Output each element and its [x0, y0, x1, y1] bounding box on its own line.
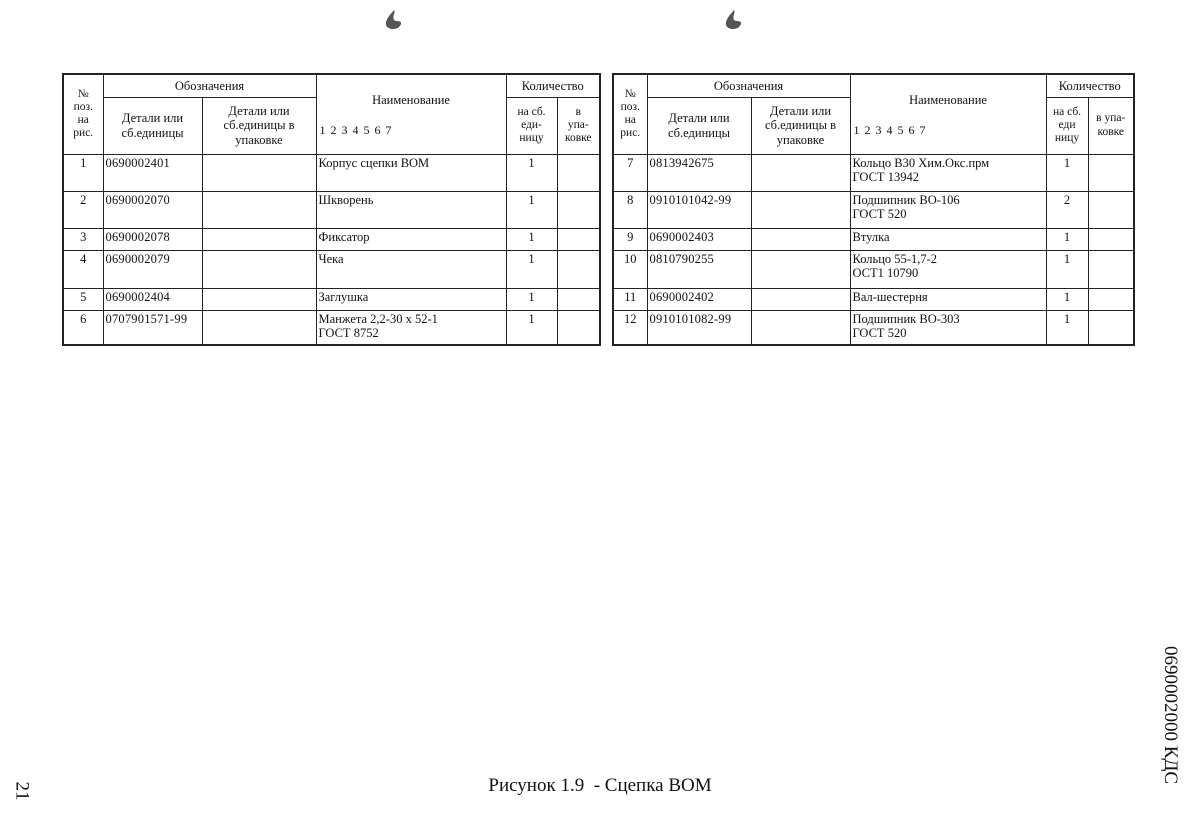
- row-detail-code: 0690002078: [103, 228, 202, 250]
- row-quantity-pack: [1088, 288, 1134, 310]
- row-quantity: 1: [1046, 288, 1088, 310]
- table-row: [613, 154, 1134, 191]
- row-detail-code: 0910101042-99: [647, 191, 751, 228]
- header-on-unit: на сб. еди- ницу: [506, 97, 557, 154]
- row-quantity: 1: [506, 191, 557, 228]
- row-quantity-pack: [557, 250, 600, 288]
- row-name: Шкворень: [316, 191, 506, 228]
- table-row: [613, 191, 1134, 228]
- row-quantity-pack: [1088, 250, 1134, 288]
- parts-table-left: [62, 73, 601, 346]
- header-name: [850, 74, 1046, 154]
- header-designations: Обозначения: [103, 74, 316, 97]
- row-quantity-pack: [557, 154, 600, 191]
- row-detail-code: 0910101082-99: [647, 310, 751, 345]
- row-quantity-pack: [557, 228, 600, 250]
- row-detail-code: 0690002079: [103, 250, 202, 288]
- header-designations: Обозначения: [647, 74, 850, 97]
- row-pack-code: [751, 288, 850, 310]
- binder-hole-icon: [382, 8, 404, 34]
- row-quantity-pack: [557, 288, 600, 310]
- row-detail-code: 0690002401: [103, 154, 202, 191]
- row-pack-code: [751, 154, 850, 191]
- table-row: [63, 288, 600, 310]
- row-position: 6: [63, 310, 103, 345]
- row-name: Кольцо 55-1,7-2 ОСТ1 10790: [850, 250, 1046, 288]
- row-position: 8: [613, 191, 647, 228]
- header-pos: № поз. на рис.: [613, 74, 647, 154]
- row-position: 12: [613, 310, 647, 345]
- row-position: 9: [613, 228, 647, 250]
- row-detail-code: 0813942675: [647, 154, 751, 191]
- table-row: [613, 228, 1134, 250]
- row-pack-code: [751, 250, 850, 288]
- row-pack-code: [202, 288, 316, 310]
- row-name: Подшипник ВО-303 ГОСТ 520: [850, 310, 1046, 345]
- row-quantity-pack: [557, 191, 600, 228]
- header-name-title: Наименование: [909, 93, 987, 108]
- row-pack-code: [751, 310, 850, 345]
- row-detail-code: 0690002404: [103, 288, 202, 310]
- header-name-title: Наименование: [372, 93, 450, 108]
- row-quantity: 1: [506, 288, 557, 310]
- row-position: 4: [63, 250, 103, 288]
- table-row: [63, 154, 600, 191]
- row-detail-code: 0690002402: [647, 288, 751, 310]
- row-position: 7: [613, 154, 647, 191]
- row-pack-code: [202, 154, 316, 191]
- header-details-pack: Детали или сб.единицы в упаковке: [751, 97, 850, 154]
- row-position: 5: [63, 288, 103, 310]
- row-quantity: 1: [506, 310, 557, 345]
- row-name: Фиксатор: [316, 228, 506, 250]
- row-name: Кольцо В30 Хим.Окс.прм ГОСТ 13942: [850, 154, 1046, 191]
- row-quantity: 1: [506, 154, 557, 191]
- table-row: [613, 310, 1134, 345]
- row-quantity: 1: [506, 250, 557, 288]
- header-on-unit: на сб. еди ницу: [1046, 97, 1088, 154]
- row-quantity: 1: [1046, 228, 1088, 250]
- row-quantity-pack: [1088, 154, 1134, 191]
- page-number: 21: [11, 781, 33, 801]
- header-pos: № поз. на рис.: [63, 74, 103, 154]
- row-pack-code: [202, 228, 316, 250]
- header-quantity: Количество: [506, 74, 600, 97]
- row-name: Втулка: [850, 228, 1046, 250]
- table-row: [63, 191, 600, 228]
- row-pack-code: [751, 228, 850, 250]
- table-row: [613, 250, 1134, 288]
- row-name: Вал-шестерня: [850, 288, 1046, 310]
- row-name: Подшипник ВО-106 ГОСТ 520: [850, 191, 1046, 228]
- figure-caption: Рисунок 1.9 - Сцепка ВОМ: [488, 775, 712, 796]
- row-pack-code: [751, 191, 850, 228]
- header-quantity: Количество: [1046, 74, 1134, 97]
- row-detail-code: 0707901571-99: [103, 310, 202, 345]
- row-position: 2: [63, 191, 103, 228]
- header-in-pack: в упа- ковке: [1088, 97, 1134, 154]
- table-row: [63, 228, 600, 250]
- header-details: Детали или сб.единицы: [647, 97, 751, 154]
- row-pack-code: [202, 250, 316, 288]
- header-details: Детали или сб.единицы: [103, 97, 202, 154]
- row-quantity: 1: [1046, 250, 1088, 288]
- row-detail-code: 0690002403: [647, 228, 751, 250]
- binder-hole-icon: [722, 8, 744, 34]
- row-quantity: 1: [1046, 154, 1088, 191]
- table-row: [63, 310, 600, 345]
- row-quantity-pack: [1088, 228, 1134, 250]
- header-name-digits: 1 2 3 4 5 6 7: [319, 122, 393, 137]
- row-name: Манжета 2,2-30 х 52-1 ГОСТ 8752: [316, 310, 506, 345]
- row-quantity: 1: [506, 228, 557, 250]
- header-name: [316, 74, 506, 154]
- table-row: [613, 288, 1134, 310]
- row-position: 3: [63, 228, 103, 250]
- row-position: 10: [613, 250, 647, 288]
- table-row: [63, 250, 600, 288]
- header-details-pack: Детали или сб.единицы в упаковке: [202, 97, 316, 154]
- row-quantity-pack: [557, 310, 600, 345]
- row-name: Заглушка: [316, 288, 506, 310]
- row-pack-code: [202, 310, 316, 345]
- row-quantity-pack: [1088, 310, 1134, 345]
- row-detail-code: 0690002070: [103, 191, 202, 228]
- row-position: 11: [613, 288, 647, 310]
- row-position: 1: [63, 154, 103, 191]
- header-name-digits: 1 2 3 4 5 6 7: [853, 122, 927, 137]
- row-name: Чека: [316, 250, 506, 288]
- row-quantity: 1: [1046, 310, 1088, 345]
- header-in-pack: в упа- ковке: [557, 97, 600, 154]
- row-quantity: 2: [1046, 191, 1088, 228]
- row-detail-code: 0810790255: [647, 250, 751, 288]
- row-name: Корпус сцепки ВОМ: [316, 154, 506, 191]
- document-code: 0690002000 КДС: [1160, 646, 1181, 785]
- parts-table-right: [612, 73, 1135, 346]
- row-quantity-pack: [1088, 191, 1134, 228]
- row-pack-code: [202, 191, 316, 228]
